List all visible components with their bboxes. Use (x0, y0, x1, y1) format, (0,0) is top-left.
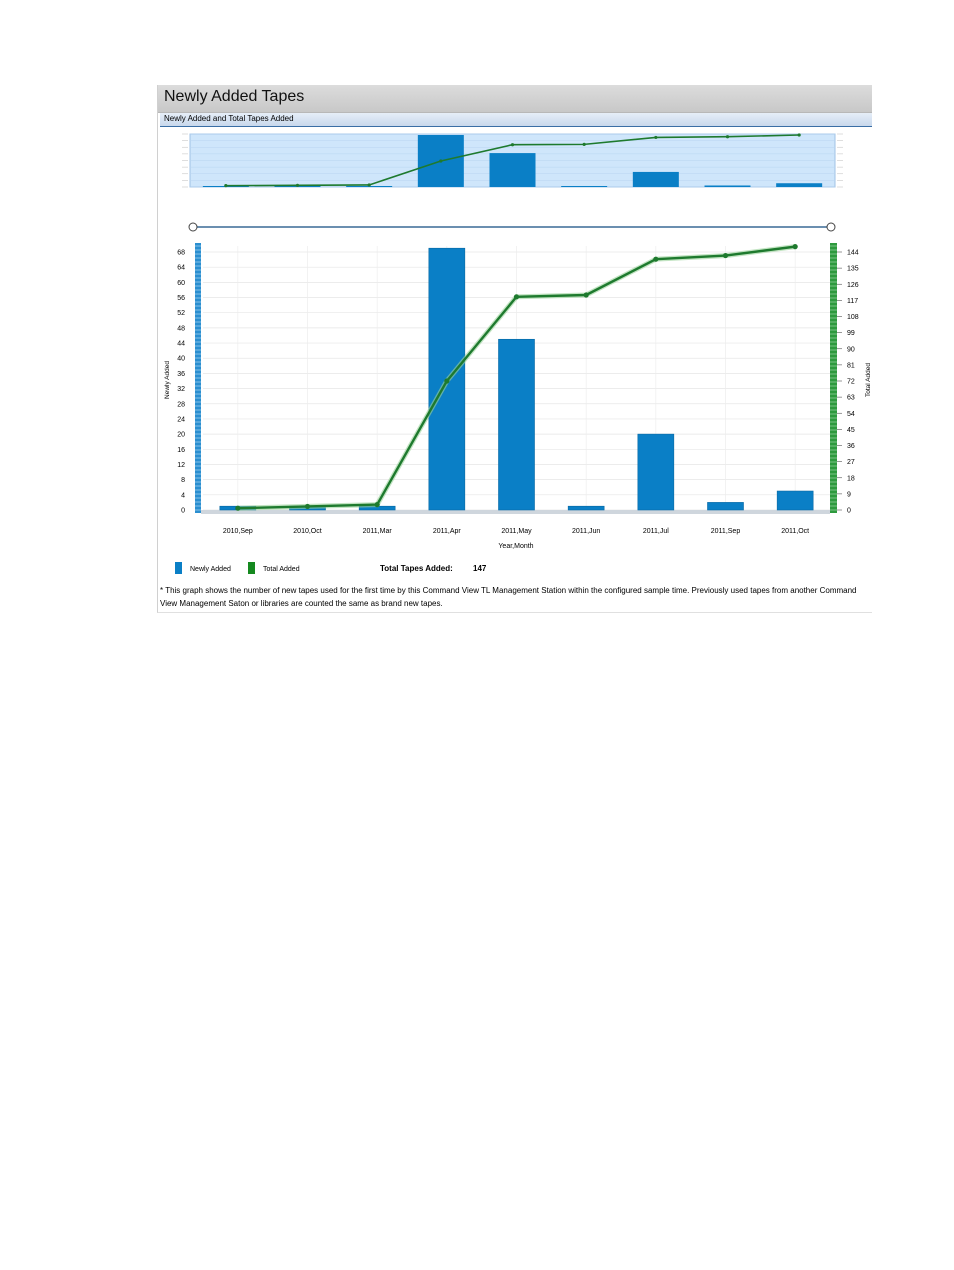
line-total-added-point (584, 292, 589, 297)
footnote: * This graph shows the number of new tapes used for the first time by this Command View TL Management Station within the configured sample time. Previously used tapes from another Command View Management Saton or libraries are counted the same as brand new tapes. (160, 586, 857, 608)
y-tick-label-left: 36 (177, 370, 185, 378)
y-tick-label-left: 28 (177, 401, 185, 409)
main-chart (164, 243, 872, 550)
y-tick-label-right: 126 (847, 281, 859, 289)
x-axis-title: Year,Month (498, 543, 534, 550)
legend-label-total-added: Total Added (263, 566, 300, 573)
y-tick-label-right: 90 (847, 346, 855, 354)
chart-subtitle: Newly Added and Total Tapes Added (164, 114, 294, 123)
overview-chart[interactable] (182, 133, 843, 187)
y-tick-label-right: 54 (847, 410, 855, 418)
line-total-added-point (375, 502, 380, 507)
x-tick-label: 2011,Sep (710, 528, 741, 535)
line-total-added-point (723, 253, 728, 258)
y-tick-label-right: 72 (847, 378, 855, 386)
bar-newly-added (568, 506, 604, 510)
x-tick-label: 2011,Jun (572, 528, 601, 535)
y-tick-label-left: 44 (177, 340, 185, 348)
legend-label-newly-added: Newly Added (190, 566, 231, 573)
bar-newly-added (638, 434, 674, 510)
y-tick-label-left: 60 (177, 279, 185, 287)
y-tick-label-left: 56 (177, 295, 185, 303)
y-tick-label-right: 135 (847, 265, 859, 273)
line-total-added-point (514, 294, 519, 299)
x-tick-label: 2011,Jul (642, 528, 669, 535)
y-tick-label-right: 108 (847, 314, 859, 321)
x-axis-baseline (201, 510, 830, 514)
y-axis-title-right: Total Added (865, 363, 872, 397)
overview-bar (776, 183, 822, 187)
slider-handle-left[interactable] (189, 223, 197, 231)
y-tick-label-right: 144 (847, 249, 859, 257)
legend-swatch-total-added (248, 562, 255, 574)
bar-newly-added (499, 339, 535, 510)
range-slider[interactable] (189, 223, 835, 231)
y-tick-label-left: 24 (177, 416, 185, 424)
y-tick-label-left: 12 (177, 461, 185, 469)
line-total-added-point (444, 378, 449, 383)
y-tick-label-left: 32 (177, 386, 185, 394)
x-tick-label: 2010,Oct (293, 528, 322, 535)
y-tick-label-left: 8 (181, 477, 185, 485)
page-title: Newly Added Tapes (164, 88, 305, 105)
legend (175, 562, 487, 574)
x-tick-label: 2011,Apr (432, 528, 461, 535)
y-tick-label-left: 4 (181, 492, 185, 500)
overview-bar (561, 186, 607, 187)
x-tick-label: 2010,Sep (222, 528, 253, 535)
y-tick-label-left: 48 (177, 325, 185, 333)
y-tick-label-left: 16 (177, 446, 185, 454)
overview-bar (490, 153, 536, 187)
line-total-added-point (235, 506, 240, 511)
y-tick-label-left: 20 (177, 431, 185, 439)
bar-newly-added (708, 502, 744, 510)
total-tapes-value: 147 (473, 564, 487, 573)
y-tick-label-right: 9 (847, 491, 851, 499)
y-tick-label-left: 64 (177, 264, 185, 272)
y-tick-label-right: 63 (847, 394, 855, 402)
y-tick-label-left: 0 (181, 507, 185, 515)
y-axis-title-left: Newly Added (164, 361, 171, 399)
legend-swatch-newly-added (175, 562, 182, 574)
line-total-added-point (793, 244, 798, 249)
y-tick-label-right: 36 (847, 443, 855, 450)
overview-bar (633, 172, 679, 187)
slider-handle-right[interactable] (827, 223, 835, 231)
x-tick-label: 2011,Oct (781, 528, 810, 535)
y-tick-label-right: 18 (847, 475, 855, 483)
line-total-added-point (305, 504, 310, 509)
y-tick-label-right: 27 (847, 459, 855, 467)
x-tick-label: 2011,Mar (362, 528, 392, 535)
bar-newly-added (777, 491, 813, 510)
y-tick-label-left: 68 (177, 249, 185, 257)
y-tick-label-left: 40 (177, 355, 185, 363)
y-tick-label-right: 45 (847, 426, 855, 434)
y-tick-label-right: 117 (847, 297, 859, 305)
y-tick-label-right: 0 (847, 507, 851, 515)
total-tapes-label: Total Tapes Added: (380, 564, 453, 573)
y-tick-label-left: 52 (177, 310, 185, 318)
x-tick-label: 2011,May (501, 528, 532, 535)
line-total-added-point (653, 257, 658, 262)
y-tick-label-right: 99 (847, 330, 855, 338)
y-tick-label-right: 81 (847, 362, 855, 370)
overview-bar (705, 185, 751, 187)
